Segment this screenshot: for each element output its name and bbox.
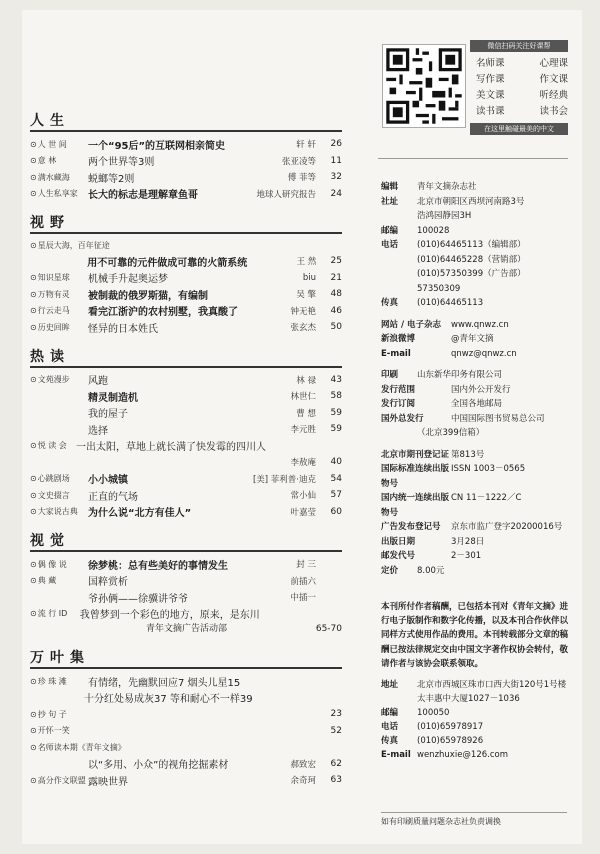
- page-number: 54: [330, 473, 342, 484]
- page-number: 46: [330, 305, 342, 316]
- article-title: 一出太阳，草地上就长满了快发霉的四川人: [75, 442, 266, 454]
- info-value: 国内外公开发行: [451, 384, 511, 395]
- info-row: [381, 448, 571, 463]
- article-author: 吴 擎: [296, 290, 316, 301]
- article-author: 张亚凌等: [281, 156, 316, 167]
- spacer: [381, 361, 571, 368]
- section-title: 热读: [30, 348, 70, 365]
- info-label: 广告发布登记号: [381, 522, 441, 532]
- info-value: 京东市监广登字20200016号: [451, 522, 563, 532]
- info-row: [381, 535, 571, 550]
- wechat-menu-item[interactable]: 听经典: [539, 90, 568, 101]
- toc-entry[interactable]: [30, 556, 342, 573]
- info-label: E-mail: [381, 348, 411, 359]
- article-title: 一个“95后”的互联网相亲简史: [88, 140, 226, 152]
- article-title: 长大的标志是理解章鱼哥: [88, 190, 198, 202]
- section-header: [30, 528, 342, 552]
- toc-entry[interactable]: [30, 186, 342, 203]
- toc-entry[interactable]: [30, 372, 342, 389]
- address-value: (010)65978926: [417, 736, 484, 746]
- toc-entry[interactable]: [30, 772, 342, 789]
- article-title: 蜕螂等2则: [88, 173, 135, 185]
- spacer: [381, 578, 571, 585]
- info-label: 国外总发行: [381, 413, 424, 424]
- spacer: [381, 441, 571, 448]
- info-label: 发行订阅: [381, 399, 416, 409]
- toc-entry[interactable]: [30, 454, 342, 471]
- info-row: [381, 491, 571, 520]
- toc-entry[interactable]: [30, 756, 342, 773]
- address-label: [381, 692, 417, 706]
- column-name: ⊙ 开怀一笑: [30, 725, 88, 736]
- toc-entry[interactable]: [30, 421, 342, 438]
- toc-entry[interactable]: [30, 504, 342, 521]
- wechat-header: 微信扫码关注好课帮: [470, 40, 568, 52]
- column-name: ⊙ 偶 像 说: [30, 559, 88, 570]
- toc-entry[interactable]: [30, 303, 342, 320]
- page-number: 50: [330, 322, 342, 333]
- page-number: 59: [330, 407, 342, 418]
- divider: [378, 158, 568, 159]
- article-author: 林世仁: [290, 392, 316, 403]
- address-label: 邮编: [381, 708, 399, 718]
- article-author: 林 禄: [296, 375, 316, 386]
- info-label: 印刷: [381, 370, 399, 380]
- toc-entry[interactable]: [30, 169, 342, 186]
- info-value: 第813号: [451, 449, 485, 460]
- info-label: 新浪微博: [381, 334, 416, 344]
- column-name: ⊙ 行云走马: [30, 305, 88, 316]
- column-name: ⊙ 万物有灵: [30, 289, 88, 300]
- section-note: [30, 622, 342, 637]
- wechat-menu-row: [476, 88, 568, 104]
- info-label: 邮编: [381, 225, 399, 236]
- section-title: 万叶集: [30, 650, 90, 666]
- column-name: ⊙ 心跳剧场: [30, 473, 88, 484]
- spacer: [381, 311, 571, 318]
- page-number: 62: [330, 758, 342, 769]
- info-value: 北京市朝阳区西坝河南路3号: [417, 196, 525, 207]
- article-title: 正直的气场: [88, 491, 138, 503]
- column-name: ⊙ 文史掇言: [30, 490, 88, 501]
- info-row: [381, 296, 571, 311]
- toc-section: [30, 210, 342, 336]
- toc-entry[interactable]: [30, 153, 342, 170]
- toc-entry[interactable]: [30, 673, 342, 690]
- info-value: 57350309: [417, 283, 461, 294]
- article-title: 小小城镇: [88, 475, 128, 487]
- section-header: [30, 344, 342, 368]
- article-title: 以“多用、小众”的视角挖掘素材: [88, 760, 229, 772]
- info-label: 国际标准连续出版物号: [381, 464, 450, 489]
- toc-entry[interactable]: [30, 690, 342, 707]
- toc-entry[interactable]: [30, 706, 342, 723]
- wechat-menu-row: [476, 56, 568, 72]
- info-row: [381, 347, 571, 362]
- article-title: 我曾梦到一个彩色的地方，原来，是东川: [79, 610, 260, 622]
- info-label: 电话: [381, 240, 399, 250]
- article-title: 看完江浙沪的农村别墅，我真酸了: [88, 307, 238, 319]
- column-name: ⊙ 人生私享家: [30, 188, 88, 199]
- address-value: 北京市西城区珠市口西大街120号1号楼: [417, 680, 567, 690]
- info-label: 出版日期: [381, 536, 416, 547]
- article-title: 精灵制造机: [88, 392, 138, 404]
- column-name: ⊙ 大家说古典: [30, 506, 88, 517]
- info-value: 2－301: [451, 551, 482, 561]
- article-author: 张玄杰: [290, 323, 316, 334]
- info-value: (010)57350399（广告部）: [417, 269, 526, 279]
- info-label: 发行范围: [381, 384, 416, 395]
- page-number: 23: [330, 709, 342, 720]
- article-author: 轩 轩: [296, 140, 316, 151]
- page-number: 60: [330, 506, 342, 517]
- page-number: 24: [330, 188, 342, 199]
- toc-entry[interactable]: [30, 286, 342, 303]
- page-number: 25: [330, 256, 342, 267]
- address-row: [381, 692, 571, 706]
- article-author: 常小仙: [290, 491, 316, 502]
- article-title: 露映世界: [88, 776, 128, 788]
- copyright-association-address: [381, 678, 571, 762]
- column-name: ⊙ 文苑漫步: [30, 374, 88, 385]
- section-subtitle: ⊙ 星辰大海，百年征途: [30, 238, 342, 253]
- wechat-menu-item[interactable]: 读书会: [539, 106, 568, 117]
- info-value: （北京399信箱）: [417, 428, 485, 438]
- article-title: 十分红处易成灰37 等和耐心不一样39: [84, 694, 253, 706]
- wechat-menu-item[interactable]: 美文课: [476, 90, 505, 101]
- article-author: 地球人研究报告: [256, 189, 316, 200]
- column-name: ⊙ 抄 句 子: [30, 709, 88, 720]
- address-row: [381, 748, 571, 762]
- page-number: 32: [330, 172, 342, 183]
- info-value: (010)64465113（编辑部）: [417, 240, 526, 250]
- article-title: 选择: [88, 425, 108, 437]
- toc-entry[interactable]: [30, 573, 342, 590]
- section-header: [30, 645, 342, 669]
- address-value: 太丰惠中大厦1027－1036: [417, 694, 520, 704]
- info-row: [381, 180, 571, 195]
- article-title: 被制裁的俄罗斯猫，有编制: [88, 290, 208, 302]
- info-row: [381, 564, 571, 579]
- info-value: 全国各地邮局: [451, 399, 503, 409]
- column-name: ⊙ 意 林: [30, 155, 88, 166]
- toc-entry[interactable]: [30, 471, 342, 488]
- page-number: 43: [330, 374, 342, 385]
- column-name: ⊙ 悦 读 会: [30, 440, 76, 451]
- section-header: [30, 210, 342, 234]
- page-number: 63: [330, 775, 342, 786]
- info-row: [381, 462, 571, 491]
- article-author: 傅 菲等: [287, 173, 316, 184]
- info-row: [381, 426, 571, 441]
- article-title: 怪异的日本姓氏: [88, 323, 158, 335]
- info-row: [381, 267, 571, 282]
- info-row: [381, 195, 571, 210]
- column-name: ⊙ 满水藏海: [30, 172, 88, 183]
- info-value: 8.00元: [417, 565, 445, 576]
- info-label: 传真: [381, 298, 399, 308]
- info-value: 山东新华印务有限公司: [417, 370, 503, 380]
- address-value: 100050: [417, 708, 450, 718]
- toc-entry[interactable]: [30, 319, 342, 336]
- info-value: 3月28日: [451, 536, 485, 547]
- address-row: [381, 706, 571, 720]
- column-name: ⊙ 珍 珠 滩: [30, 676, 88, 687]
- note-text: 青年文摘广告活动部: [146, 624, 228, 634]
- info-row: [381, 282, 571, 297]
- toc-entry[interactable]: [30, 487, 342, 504]
- qr-code-icon: [383, 45, 465, 127]
- article-author: biu: [302, 272, 316, 283]
- info-row: [381, 412, 571, 427]
- publication-info: [381, 180, 571, 585]
- toc-section: [30, 528, 342, 637]
- toc-section: [30, 344, 342, 521]
- article-author: 曹 想: [296, 408, 316, 419]
- info-row: [381, 209, 571, 224]
- address-value: (010)65978917: [417, 722, 484, 732]
- toc-entry[interactable]: [30, 589, 342, 606]
- column-name: ⊙ 流 行 ID: [30, 608, 80, 619]
- article-author: 余奇珂: [290, 776, 316, 787]
- info-label: 网站 / 电子杂志: [381, 319, 442, 330]
- info-label: 北京市期刊登记证: [381, 449, 450, 460]
- toc-entry[interactable]: [30, 723, 342, 740]
- info-row: [381, 520, 571, 535]
- info-value: 浩鸿园静园3H: [417, 211, 472, 221]
- info-value: qnwz@qnwz.cn: [451, 348, 517, 359]
- info-label: 社址: [381, 196, 399, 207]
- page-number: 11: [330, 155, 342, 166]
- note-page: 65-70: [315, 624, 342, 634]
- info-label: [381, 253, 417, 268]
- article-title: 我的屋子: [88, 409, 128, 421]
- info-row: [381, 383, 571, 398]
- article-author: 钟无艳: [290, 306, 316, 317]
- table-of-contents: [30, 108, 342, 797]
- column-name: ⊙ 历史回眸: [30, 322, 88, 333]
- info-value: 青年文摘杂志社: [417, 182, 477, 192]
- info-label: 国内统一连续出版物号: [381, 493, 450, 518]
- info-label: [381, 282, 417, 297]
- info-row: [381, 397, 571, 412]
- info-label: [381, 209, 417, 224]
- article-author: [美] 菲利普·迪克: [252, 474, 316, 485]
- address-label: 电话: [381, 722, 399, 732]
- page-number: 57: [330, 490, 342, 501]
- article-title: 为什么说“北方有佳人”: [88, 508, 192, 520]
- info-label: 定价: [381, 565, 399, 576]
- article-title: 两个世界等3则: [88, 157, 155, 169]
- column-name: ⊙ 名师读本期《青年文摘》: [30, 742, 88, 753]
- page-number: 58: [330, 391, 342, 402]
- info-value: 100028: [417, 225, 450, 236]
- toc-entry[interactable]: [30, 136, 342, 153]
- column-name: ⊙ 知识星球: [30, 272, 88, 283]
- wechat-menu-row: [476, 104, 568, 120]
- page-number: 21: [330, 272, 342, 283]
- info-label: [381, 267, 417, 282]
- info-value: (010)64465228（营销部）: [417, 254, 526, 265]
- address-label: E-mail: [381, 750, 411, 760]
- info-value: CN 11－1222／C: [451, 493, 522, 503]
- section-title: 视觉: [30, 533, 70, 549]
- info-row: [381, 318, 571, 333]
- section-title: 视野: [30, 215, 70, 231]
- toc-entry[interactable]: [30, 606, 342, 623]
- qr-code[interactable]: [382, 44, 466, 128]
- info-row: [381, 332, 571, 347]
- address-row: [381, 678, 571, 692]
- info-row: [381, 549, 571, 564]
- info-row: [381, 253, 571, 268]
- column-name: ⊙ 高分作文联盟: [30, 775, 88, 786]
- toc-section: [30, 645, 342, 789]
- page-number: 52: [330, 725, 342, 736]
- article-title: 国粹赏析: [88, 577, 128, 589]
- info-label: 邮发代号: [381, 551, 416, 561]
- copyright-statement: 本刊所付作者稿酬，已包括本刊对《青年文摘》进行电子版制作和数字化传播，以及本刊合作伙伴以同样方式使用作品的费用。本刊转载部分文章的稿酬已按法律规定交由中国文字著作权协会转付，敬请作者与该协会联系领取。: [381, 602, 569, 669]
- wechat-menu-row: [476, 72, 568, 88]
- page-number: 59: [330, 424, 342, 435]
- article-author: 王 然: [296, 257, 317, 268]
- toc-entry[interactable]: [30, 405, 342, 422]
- article-author: 李元胜: [290, 425, 316, 436]
- info-value: www.qnwz.cn: [451, 319, 509, 330]
- toc-entry[interactable]: [30, 438, 342, 455]
- address-row: [381, 720, 571, 734]
- info-label: [381, 426, 417, 441]
- address-row: [381, 734, 571, 748]
- info-row: [381, 224, 571, 239]
- article-author: 前插六: [290, 576, 316, 587]
- info-value: @青年文摘: [451, 334, 494, 344]
- print-quality-note: 如有印刷质量问题杂志社负责调换: [381, 812, 567, 827]
- address-label: 传真: [381, 736, 399, 746]
- article-title: 徐梦桃：总有些美好的事情发生: [88, 560, 228, 572]
- info-value: (010)64465113: [417, 298, 484, 308]
- toc-entry[interactable]: [30, 388, 342, 405]
- article-title: 风跑: [88, 376, 108, 388]
- info-value: 中国国际图书贸易总公司: [451, 413, 545, 424]
- section-title: 人生: [30, 113, 70, 129]
- wechat-menu-item[interactable]: 作文课: [539, 74, 568, 85]
- toc-entry[interactable]: [30, 253, 342, 270]
- wechat-menu-item[interactable]: 名师课: [476, 58, 505, 69]
- article-author: 中插一: [290, 593, 316, 604]
- toc-entry[interactable]: [30, 739, 342, 756]
- address-label: 地址: [381, 680, 399, 690]
- toc-section: [30, 108, 342, 202]
- address-value: wenzhuxie@126.com: [417, 750, 509, 760]
- toc-entry[interactable]: [30, 270, 342, 287]
- wechat-menu-item[interactable]: 读书课: [476, 106, 505, 117]
- column-name: ⊙ 人 世 间: [30, 139, 88, 150]
- article-author: 郝致宏: [290, 759, 316, 770]
- article-author: 叶嘉莹: [290, 507, 316, 518]
- article-title: 机械手升起奥运梦: [88, 274, 168, 286]
- page-number: 40: [330, 457, 342, 468]
- article-author: 封 三: [296, 560, 316, 571]
- info-value: ISSN 1003－0565: [451, 464, 526, 474]
- article-title: 用不可靠的元件做成可靠的火箭系统: [87, 257, 248, 269]
- page-number: 26: [330, 139, 342, 150]
- wechat-menu-item[interactable]: 心理课: [539, 58, 568, 69]
- article-title: 爷孙俩——徐骥讲爷爷: [88, 593, 188, 605]
- wechat-menu-item[interactable]: 写作课: [476, 74, 505, 85]
- wechat-course-menu: [476, 56, 568, 120]
- info-label: 编辑: [381, 182, 399, 192]
- section-header: [30, 108, 342, 132]
- page-number: 48: [330, 289, 342, 300]
- wechat-footer: 在这里触碰最美的中文: [470, 123, 568, 135]
- article-title: 有情绪，先幽默回应7 烟头儿星15: [88, 677, 241, 689]
- column-name: ⊙ 典 藏: [30, 575, 88, 586]
- article-author: 李敖庵: [290, 458, 316, 469]
- info-row: [381, 238, 571, 253]
- info-row: [381, 368, 571, 383]
